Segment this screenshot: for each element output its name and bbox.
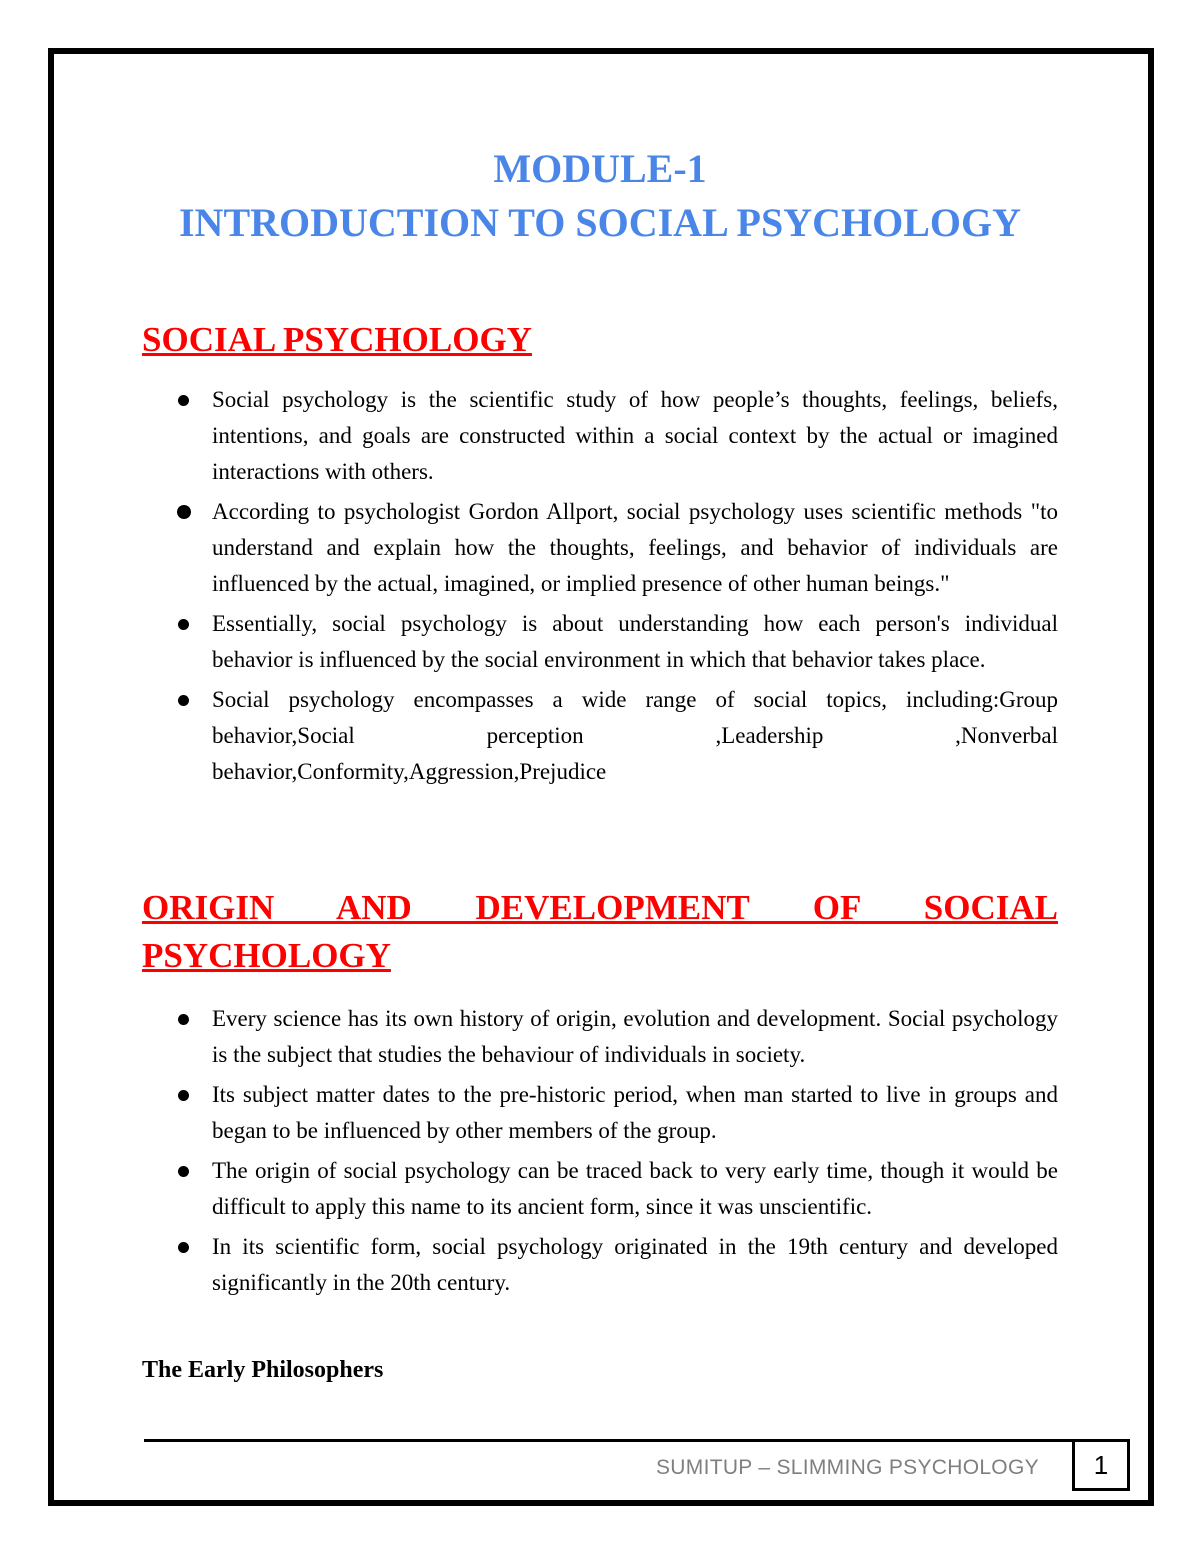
section-heading-origin-development: ORIGIN AND DEVELOPMENT OF SOCIAL PSYCHOLOGY [142, 888, 1058, 975]
origin-development-bullets [142, 1001, 1058, 1305]
list-item: According to psychologist Gordon Allport, social psychology uses scientific methods "to understand and explain how the thoughts, feelings, and behavior of individuals are influenced by the actual, imagined, or implied presence of other human beings." [142, 494, 1058, 602]
footer-text: SUMITUP – SLIMMING PSYCHOLOGY [656, 1456, 1039, 1479]
bullet-icon [178, 1014, 189, 1025]
bullet-icon [177, 505, 191, 519]
list-item: In its scientific form, social psychology originated in the 19th century and developed significantly in the 20th century. [142, 1229, 1058, 1301]
bullet-icon [178, 619, 189, 630]
list-item: Social psychology encompasses a wide range of social topics, including:Group behavior,Social perception ,Leadership ,Nonverbal behavior,Conformity,Aggression,Prejudice [142, 682, 1058, 790]
social-psychology-bullets [142, 382, 1058, 794]
list-item: Its subject matter dates to the pre-historic period, when man started to live in groups and began to be influenced by other members of the group. [142, 1077, 1058, 1149]
bullet-icon [178, 1090, 189, 1101]
bullet-icon [178, 1166, 189, 1177]
document-title [0, 142, 1200, 250]
list-item: Essentially, social psychology is about understanding how each person's individual behavior is influenced by the social environment in which that behavior takes place. [142, 606, 1058, 678]
bullet-icon [178, 395, 189, 406]
module-subtitle: INTRODUCTION TO SOCIAL PSYCHOLOGY [178, 200, 1022, 245]
footer-divider [144, 1439, 1130, 1442]
list-item: Every science has its own history of origin, evolution and development. Social psychology is the subject that studies the behaviour of individuals in society. [142, 1001, 1058, 1073]
subheading-early-philosophers: The Early Philosophers [142, 1357, 384, 1383]
page-number: 1 [1072, 1439, 1130, 1491]
module-title: MODULE-1 [493, 146, 707, 191]
bullet-icon [178, 1242, 189, 1253]
section-heading-social-psychology: SOCIAL PSYCHOLOGY [142, 320, 532, 359]
bullet-icon [178, 695, 189, 706]
list-item: The origin of social psychology can be traced back to very early time, though it would be difficult to apply this name to its ancient form, since it was unscientific. [142, 1153, 1058, 1225]
list-item: Social psychology is the scientific study of how people’s thoughts, feelings, beliefs, intentions, and goals are constructed within a social context by the actual or imagined interactions with others. [142, 382, 1058, 490]
